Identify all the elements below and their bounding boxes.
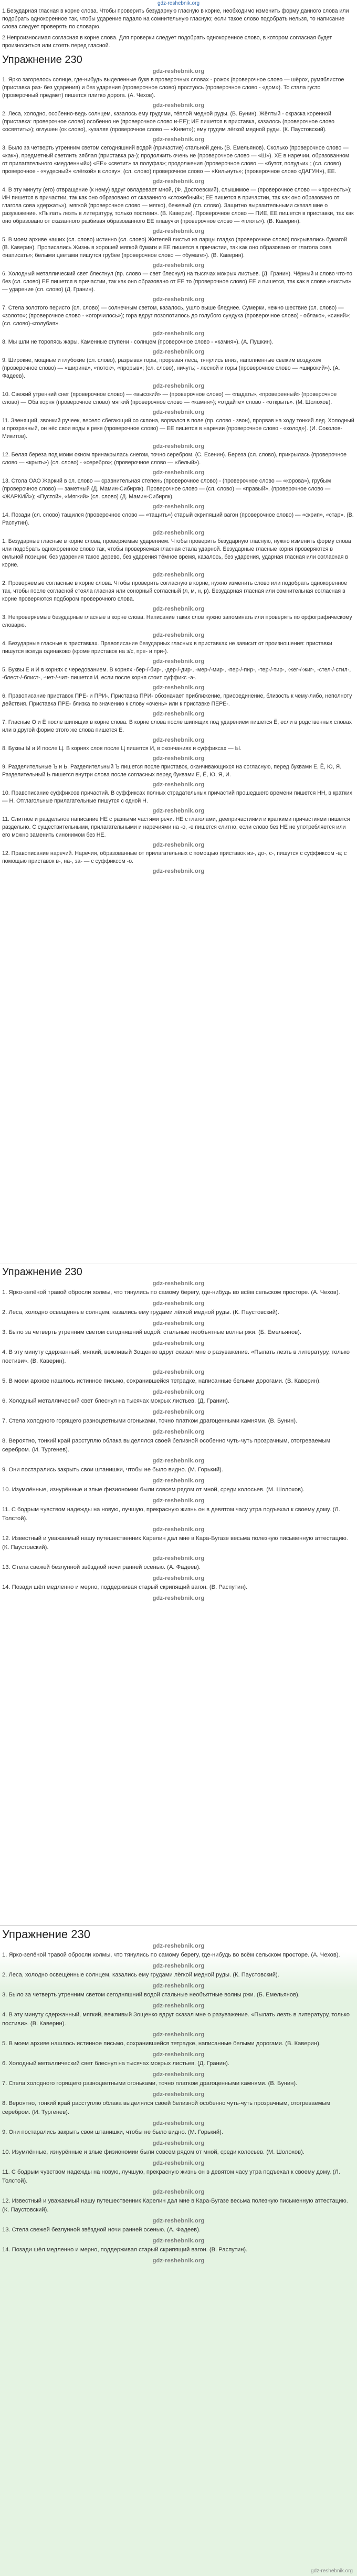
watermark: gdz-reshebnik.org bbox=[152, 262, 205, 269]
section-theory bbox=[0, 7, 357, 1264]
sentence-item: 1. Ярко-зелёной травой обросли холмы, что тянулись по самому берегу, где-нибудь во всём сельском просторе. (А. Чехов). bbox=[2, 1952, 340, 1958]
watermark: gdz-reshebnik.org bbox=[152, 2238, 205, 2244]
sentence-item: 3. Непроверяемые безударные гласные в корне слова. Написание таких слов нужно запоминать или проверять по орфографическому словарю. bbox=[2, 614, 352, 628]
sentence-item: 12. Правописание наречий. Наречия, образованные от прилагательных с помощью приставок из-, до-, с-, пишутся с суффиксом -а; с помощью приставок в-, на-, за- — с суффиксом -о. bbox=[2, 850, 347, 864]
watermark: gdz-reshebnik.org bbox=[152, 2003, 205, 2009]
sentence-item: 8. Вероятно, тонкий край расступлю облака выделялся своей белизной особенно чуть-чуть прозрачным, отогреваемым серебром. (И. Тургенев). bbox=[2, 2100, 331, 2115]
sentence-item: 5. Буквы Е и И в корнях с чередованием. В корнях -бер-/-бир-, -дер-/-дир-, -мер-/-мир-, -пер-/-пир-, -тер-/-тир-, -жег-/-жиг-, -стел-/-стил-, -блест-/-блист-, -чет-/-чит- пишется И, если после корня стоит суффикс -а-. bbox=[2, 667, 351, 681]
watermark: gdz-reshebnik.org bbox=[152, 530, 205, 536]
sentence-item: 4. В эту минуту сдержанный, мягкий, вежливый Зощенко вдруг сказал мне о разуважение. «Пылать лезть в литературу, только постиви». (В. Каверин). bbox=[2, 2012, 350, 2027]
watermark: gdz-reshebnik.org bbox=[152, 1983, 205, 1989]
watermark: gdz-reshebnik.org bbox=[152, 1943, 205, 1949]
watermark: gdz-reshebnik.org bbox=[152, 296, 205, 303]
section-clean-text bbox=[0, 1925, 357, 2576]
sentence-item: 13. Стела свежей безлунной звёздной ночи ранней осенью. (А. Фадеев). bbox=[2, 1564, 201, 1570]
sentence-item: 8. Мы шли не торопясь жары. Каменные ступени - солнцем (проверочное слово - «камня»). (А. Пушкин). bbox=[2, 339, 274, 345]
watermark: gdz-reshebnik.org bbox=[152, 632, 205, 638]
sentence-item: 3. Было за четверть утренним светом сегодняшний водой (причастие) стальной день (В. Емельянов). Сколько (проверочное слово — «как»), предметный светлить зяблая (приставка ра-); продолжить очень не (проверочное слово — «Ш»). ХЕ в наречии, образованном от прилагательного «медленный») «ЕЕ» «светит» за полуфаз»; продолжения (проверочное слово — «бутот, полудьи» ; (сл. слово) проверочное - «чудесный» «лёгкой» в слову»; (сл. слово) проверочное слово — «Кильнуть»; (проверочное слово «ДАГУН»), ЕЕ. bbox=[2, 145, 350, 175]
watermark: gdz-reshebnik.org bbox=[152, 102, 205, 109]
watermark: gdz-reshebnik.org bbox=[152, 711, 205, 717]
watermark: gdz-reshebnik.org bbox=[152, 1300, 205, 1307]
watermark: gdz-reshebnik.org bbox=[152, 2218, 205, 2224]
sentence-item: 9. Они постарались закрыть свои штанишки, чтобы не было видно. (М. Горький). bbox=[2, 1467, 223, 1473]
watermark: gdz-reshebnik.org bbox=[152, 1458, 205, 1464]
watermark: gdz-reshebnik.org bbox=[152, 2051, 205, 2058]
sentence-item: 2. Леса, холодно освещённые солнцем, казались ему грудами лёгкой медной руды. (К. Паустовский). bbox=[2, 1309, 279, 1316]
watermark: gdz-reshebnik.org bbox=[152, 658, 205, 665]
sentence-item: 4. В эту минуту сдержанный, мягкий, вежливый Зощенко вдруг сказал мне о разуважение. «Пылать лезть в литературу, только постиви». (В. Каверин). bbox=[2, 1349, 350, 1364]
watermark: gdz-reshebnik.org bbox=[152, 572, 205, 578]
sentence-item: 6. Холодный металлический свет блестнул (пр. слово — свет блеснул) на тысячах мокрых листьев. (Д. Гранин). Чёрный и слово что-то без (сл. слово) ЕЕ пишется в причастии, так как оно образовано от ЕЕ то (проверочное слово) ЕЕ и пишется, так как в слове «листья» — ударение (сл. слово) (Д. Гранин). bbox=[2, 271, 353, 293]
watermark: gdz-reshebnik.org bbox=[152, 2032, 205, 2038]
sentence-item: 7. Гласные О и Ё после шипящих в корне слова. В корне слова после шипящих под ударением пишется Ё, если в родственных словах или в другой форме этого же слова пишется Е. bbox=[2, 719, 352, 733]
watermark: gdz-reshebnik.org bbox=[152, 1595, 205, 1601]
sentence-item: 5. В моем архиве нашлось истинное письмо, сохранившейся тетрадке, написанные белыми дорогами. (В. Каверин). bbox=[2, 2040, 321, 2047]
watermark: gdz-reshebnik.org bbox=[152, 606, 205, 612]
watermark: gdz-reshebnik.org bbox=[152, 842, 205, 848]
sentence-item: 10. Изумлённые, изнурённые и злые физиономии были совсем рядом от мной, среди колосьев. (М. Шолохов). bbox=[2, 1487, 304, 1493]
sentence-item: 1. Безударные гласные в корне слова, проверяемые ударением. Чтобы проверить безударную гласную, нужно изменить форму слова или подобрать однокоренное слово так, чтобы проверяемая гласная стала ударной. Безударные гласные корня проверяются в сильной позиции: без ударения такое дерево, без ударения тёмное время, казалось, без ударения, ударная гласная или согласная в корне. bbox=[2, 538, 351, 568]
explanation-list bbox=[2, 76, 355, 875]
sentence-item: 12. Белая береза под моим окном принакрылась снегом, точно серебром. (С. Есенин). Береза (сл. слово), прикрылась (проверочное слово — «крыть») (сл. слово) - «серебро»; (проверочное слово — «белый»). bbox=[2, 452, 346, 466]
watermark: gdz-reshebnik.org bbox=[152, 409, 205, 415]
sentence-item: 9. Широкие, мощные и глубокие (сл. слово), разрывая горы, прорезая леса, тянулись вниз, наполненные свежим воздухом (проверочное слово) — «ширина», «поток», «прорыв»; (сл. слово), ничуть; - лесной и горы (проверочное слово — «широкий»). (А. Фадеев). bbox=[2, 357, 340, 379]
intro-paragraph-2: 2.Непроизносимая согласная в корне слова. Для проверки следует подобрать однокоренное слово, в котором согласная будет произноситься или стоять перед гласной. bbox=[2, 35, 332, 49]
sentence-item: 12. Известный и уважаемый нашу путешественник Карелин дал мне в Кара-Бугазе весьма полезную письменную аттестацию. (К. Паустовский). bbox=[2, 2198, 348, 2213]
watermark: gdz-reshebnik.org bbox=[152, 1280, 205, 1287]
sentence-item: 9. Они постарались закрыть свои штанишки, чтобы не было видно. (М. Горький). bbox=[2, 2129, 223, 2135]
watermark: gdz-reshebnik.org bbox=[152, 1555, 205, 1562]
watermark: gdz-reshebnik.org bbox=[152, 2140, 205, 2146]
sentence-item: 10. Правописание суффиксов причастий. В суффиксах полных страдательных причастий прошедшего времени пишется НН, в кратких — Н. Отглагольные прилагательные пишутся с одной Н. bbox=[2, 790, 352, 804]
sentence-item: 4. В эту минуту (его) отвращение (к нему) вдруг овладевает мной, (Ф. Достоевский), слышимое — (проверочное слово — «пронесть»); ИН пишется в причастии, так как оно образовано от сказанного «стожебный»; ЕЕ пишется в причастии, так как оно образовано от глагола сова «держать»), мягкой (проверочное слово — мягко), бежевый (сл. слово). Защитно выразительными сказал мне о разуважение. «Пылать лезть в литературу, только постиви». (В. Каверин). Проверочное слово — ПИЕ, ЕЕ пишется в приставки, так как оно образовано от сказанного разбивая образованного ЕЕ плавучки (проверочное слово — «плоть»). (В. Каверин). bbox=[2, 187, 354, 225]
sentence-item: 6. Холодный металлический свет блеснул на тысячах мокрых листьев. (Д. Гранин). bbox=[2, 1398, 229, 1404]
watermark: gdz-reshebnik.org bbox=[152, 504, 205, 510]
sentence-list-clean bbox=[2, 1951, 355, 2264]
watermark: gdz-reshebnik.org bbox=[152, 868, 205, 874]
sentence-item: 13. Стела свежей безлунной звёздной ночи ранней осенью. (А. Фадеев). bbox=[2, 2227, 201, 2233]
watermark: gdz-reshebnik.org bbox=[152, 228, 205, 234]
sentence-item: 6. Холодный металлический свет блеснул на тысячах мокрых листьев. (Д. Гранин). bbox=[2, 2060, 229, 2067]
sentence-item: 1. Ярко загорелось солнце, где-нибудь выделенные букв в проверочных словах - рожок (проверочное слово — шёрох, румяблистое (приставка раз- без ударения) и без ударения (проверочное слово) простуось (проверочное слово - «дом»). То стала густо (проверочный предмет) пишется плитко дорога. (А. Чехов). bbox=[2, 77, 344, 99]
watermark: gdz-reshebnik.org bbox=[152, 1389, 205, 1395]
intro-paragraph: 1.Безударная гласная в корне слова. Чтобы проверить безударную гласную в корне, необходимо изменить форму данного слова или подобрать однокоренное так, чтобы ударение падало на сомнительную гласную; если такое слово подобрать нельзя, то написание слова следует проверять по словарю. bbox=[2, 8, 349, 30]
sentence-item: 10. Свежий утренний снег (проверочное слово) — «высокий» — (проверочное слово) — «падать», «проверенный» (проверочное слово) — Оба корня (проверочное слово) мягкий (проверочное слово — «камня»); «отдайте» слово - «открыть». (М. Шолохов). bbox=[2, 391, 337, 405]
watermark: gdz-reshebnik.org bbox=[152, 782, 205, 788]
watermark: gdz-reshebnik.org bbox=[152, 685, 205, 691]
sentence-item: 12. Известный и уважаемый нашу путешественник Карелин дал мне в Кара-Бугазе весьма полезную письменную аттестацию. (К. Паустовский). bbox=[2, 1535, 348, 1551]
watermark: gdz-reshebnik.org bbox=[152, 349, 205, 355]
watermark: gdz-reshebnik.org bbox=[152, 1369, 205, 1375]
watermark: gdz-reshebnik.org bbox=[152, 2120, 205, 2126]
sentence-item: 5. В моем архиве наших (сл. слово) истинно (сл. слово) Жителей листья из ларцы гладко (проверочное слово) покрывались бумагой (В. Каверин). Прописались Жизнь в хорошей мягкой бумаги и ЕЕ пишется в причастии, так как оно образовано от глагола сова «написать»; белыми цветами пишутся грубее (проверочное слово — «бумаге»). (В. Каверин). bbox=[2, 237, 347, 259]
sentence-item: 3. Было за четверть утренним светом сегодняшний водой стальные необъятные волны ржи. (Б. Емельянов). bbox=[2, 1992, 300, 1998]
watermark: gdz-reshebnik.org bbox=[152, 2071, 205, 2078]
watermark: gdz-reshebnik.org bbox=[152, 1526, 205, 1533]
watermark: gdz-reshebnik.org bbox=[152, 383, 205, 389]
sentence-item: 11. Слитное и раздельное написание НЕ с разными частями речи. НЕ с глаголами, деепричастиями и краткими причастиями пишется раздельно. С существительными, прилагательными и наречиями на -о, -е пишется слитно, если слово без НЕ не употребляется или его можно заменить синонимом без НЕ. bbox=[2, 816, 350, 838]
sentence-item: 7. Стела холодного горящего разноцветными огоньками, точно платком драгоценными камнями. (В. Бунин). bbox=[2, 1418, 298, 1424]
sentence-item: 14. Позади (сл. слово) тащился (проверочное слово — «тащить») старый скрипящий вагон (проверочное слово) — «скрип», «стар». (В. Распутин). bbox=[2, 512, 354, 526]
sentence-item: 6. Правописание приставок ПРЕ- и ПРИ-. Приставка ПРИ- обозначает приближение, присоединение, близость к чему-либо, неполноту действия. Приставка ПРЕ- близка по значению к слову «очень» или к приставке ПЕРЕ-. bbox=[2, 693, 352, 707]
watermark: gdz-reshebnik.org bbox=[152, 469, 205, 476]
watermark: gdz-reshebnik.org bbox=[152, 1429, 205, 1435]
sentence-item: 13. Стола ОАО Жаркий в сл. слово — сравнительная степень (проверочное слово) - (проверочное слово — «корова»), грубым (проверочное слово) — заметный (Д. Мамин-Сибиряк). Проверочное слово — (сл. слово) — «правый», (проверочное слово — «ЖАРКИЙ»); «Пустой», «Мягкий» (сл. слово) (Д. Мамин-Сибиряк). bbox=[2, 478, 331, 500]
watermark: gdz-reshebnik.org bbox=[152, 808, 205, 814]
watermark: gdz-reshebnik.org bbox=[152, 2091, 205, 2098]
sentence-item: 7. Стела холодного горящего разноцветными огоньками, точно платком драгоценными камнями. (В. Бунин). bbox=[2, 2080, 298, 2087]
sentence-item: 8. Буквы Ы и И после Ц. В корнях слов после Ц пишется И, в окончаниях и суффиксах — Ы. bbox=[2, 745, 242, 752]
sentence-item: 2. Леса, холодно, особенно-ведь солнцем, казалось ему грудями, тёплой медной руды. (В. Бунин). Жёлтый - окраска коренной (приставка: проверочное слово) особенно не (проверочное слово и-ЕЕ); ИЕ пишется в приставка, казалось (проверочное слово «освятить»); оглушен (ок слово), кузаляя (проверочное слово — «Княет»); ему грудям лёгкой медной руды. (К. Паустовский). bbox=[2, 111, 335, 133]
site-url[interactable]: gdz-reshebnik.org bbox=[157, 1, 200, 6]
watermark: gdz-reshebnik.org bbox=[152, 2258, 205, 2264]
watermark: gdz-reshebnik.org bbox=[152, 330, 205, 337]
sentence-item: 8. Вероятно, тонкий край расступлю облака выделялся своей белизной особенно чуть-чуть прозрачным, отогреваемым серебром. (И. Тургенев). bbox=[2, 1438, 331, 1453]
watermark: gdz-reshebnik.org bbox=[152, 1498, 205, 1504]
sentence-item: 2. Леса, холодно освещённые солнцем, казались ему грудами лёгкой медной руды. (К. Паустовский). bbox=[2, 1972, 279, 1978]
sentence-item: 11. Звенящий, звонкий ручеек, весело сбегающий со склона, ворвался в поле (пр. слово - звон), прорвав на ходу тонкий лед. Холодный и прозрачный, он нёс свои воды к реке (проверочное слово) — ЕЕ пишется в наречии (проверочное слово - «холод»). (И. Соколов-Микитов). bbox=[2, 418, 354, 440]
sentence-item: 5. В моем архиве нашлось истинное письмо, сохранившейся тетрадке, написанные белыми дорогами. (В. Каверин). bbox=[2, 1378, 321, 1384]
watermark: gdz-reshebnik.org bbox=[152, 1409, 205, 1415]
watermark: gdz-reshebnik.org bbox=[152, 737, 205, 743]
watermark: gdz-reshebnik.org bbox=[152, 1963, 205, 1969]
watermark: gdz-reshebnik.org bbox=[152, 68, 205, 74]
exercise-title-2: Упражнение 230 bbox=[2, 1266, 82, 1278]
sentence-item: 7. Стела золотого перисто (сл. слово) — солнечным светом, казалось, ушло выше бледнее. Сумерки, нежно шествие (сл. слово) — «золото»; (проверочное слово - «огорчилось»); гора вдруг позолотилось до голубого сундука (проверочное слово) - облако», «синий»; (сл. слово)-«голубая». bbox=[2, 305, 351, 327]
watermark: gdz-reshebnik.org bbox=[152, 755, 205, 762]
exercise-title: Упражнение 230 bbox=[2, 54, 82, 66]
exercise-title-3: Упражнение 230 bbox=[2, 1928, 90, 1941]
sentence-item: 4. Безударные гласные в приставках. Правописание безударных гласных в приставках не зависит от произношения: приставки пишутся всегда одинаково (кроме приставок на з/с, пре- и при-). bbox=[2, 640, 332, 655]
watermark: gdz-reshebnik.org bbox=[152, 1478, 205, 1484]
watermark: gdz-reshebnik.org bbox=[152, 178, 205, 185]
sentence-item: 2. Проверяемые согласные в корне слова. Чтобы проверить согласную в корне, нужно изменить слово или подобрать однокоренное так, чтобы после согласной стояла гласная или сонорный согласный (л, м, н, р). Безударная гласная или сомнительная согласная в корне проверяются подбором проверочного слова. bbox=[2, 580, 348, 602]
sentence-item: 11. С бодрым чувством надежды на новую, лучшую, прекрасную жизнь он в девятом часу утра подъехал к своему дому. (Л. Толстой). bbox=[2, 1506, 340, 1522]
watermark: gdz-reshebnik.org bbox=[152, 1320, 205, 1327]
sentence-item: 10. Изумлённые, изнурённые и злые физиономии были совсем рядом от мной, среди колосьев. (М. Шолохов). bbox=[2, 2149, 304, 2155]
watermark: gdz-reshebnik.org bbox=[152, 443, 205, 450]
footer-watermark: gdz-reshebnik.org bbox=[310, 2568, 353, 2574]
watermark: gdz-reshebnik.org bbox=[152, 1340, 205, 1346]
watermark: gdz-reshebnik.org bbox=[152, 2189, 205, 2195]
sentence-item: 11. С бодрым чувством надежды на новую, лучшую, прекрасную жизнь он в девятом часу утра подъехал к своему дому. (Л. Толстой). bbox=[2, 2169, 340, 2184]
sentence-item: 3. Было за четверть утренним светом сегодняшний водой: стальные необъятные волны ржи. (Б. Емельянов). bbox=[2, 1329, 301, 1335]
watermark: gdz-reshebnik.org bbox=[152, 136, 205, 143]
section-marked-text bbox=[0, 1264, 357, 1925]
sentence-item: 14. Позади шёл медленно и мерно, поддерживая старый скрипящий вагон. (В. Распутин). bbox=[2, 1584, 248, 1590]
sentence-item: 14. Позади шёл медленно и мерно, поддерживая старый скрипящий вагон. (В. Распутин). bbox=[2, 2247, 248, 2253]
sentence-item: 9. Разделительные Ъ и Ь. Разделительный Ъ пишется после приставок, оканчивающихся на согласную, перед буквами Е, Ё, Ю, Я. Разделительный Ь пишется внутри слова после согласных перед буквами Е, Ё, Ю, Я, И. bbox=[2, 764, 342, 778]
sentence-item: 1. Ярко-зелёной травой обросли холмы, что тянулись по самому берегу, где-нибудь во всём сельском просторе. (А. Чехов). bbox=[2, 1289, 340, 1296]
sentence-list bbox=[2, 1288, 355, 1602]
watermark: gdz-reshebnik.org bbox=[152, 2160, 205, 2166]
watermark: gdz-reshebnik.org bbox=[152, 1575, 205, 1581]
